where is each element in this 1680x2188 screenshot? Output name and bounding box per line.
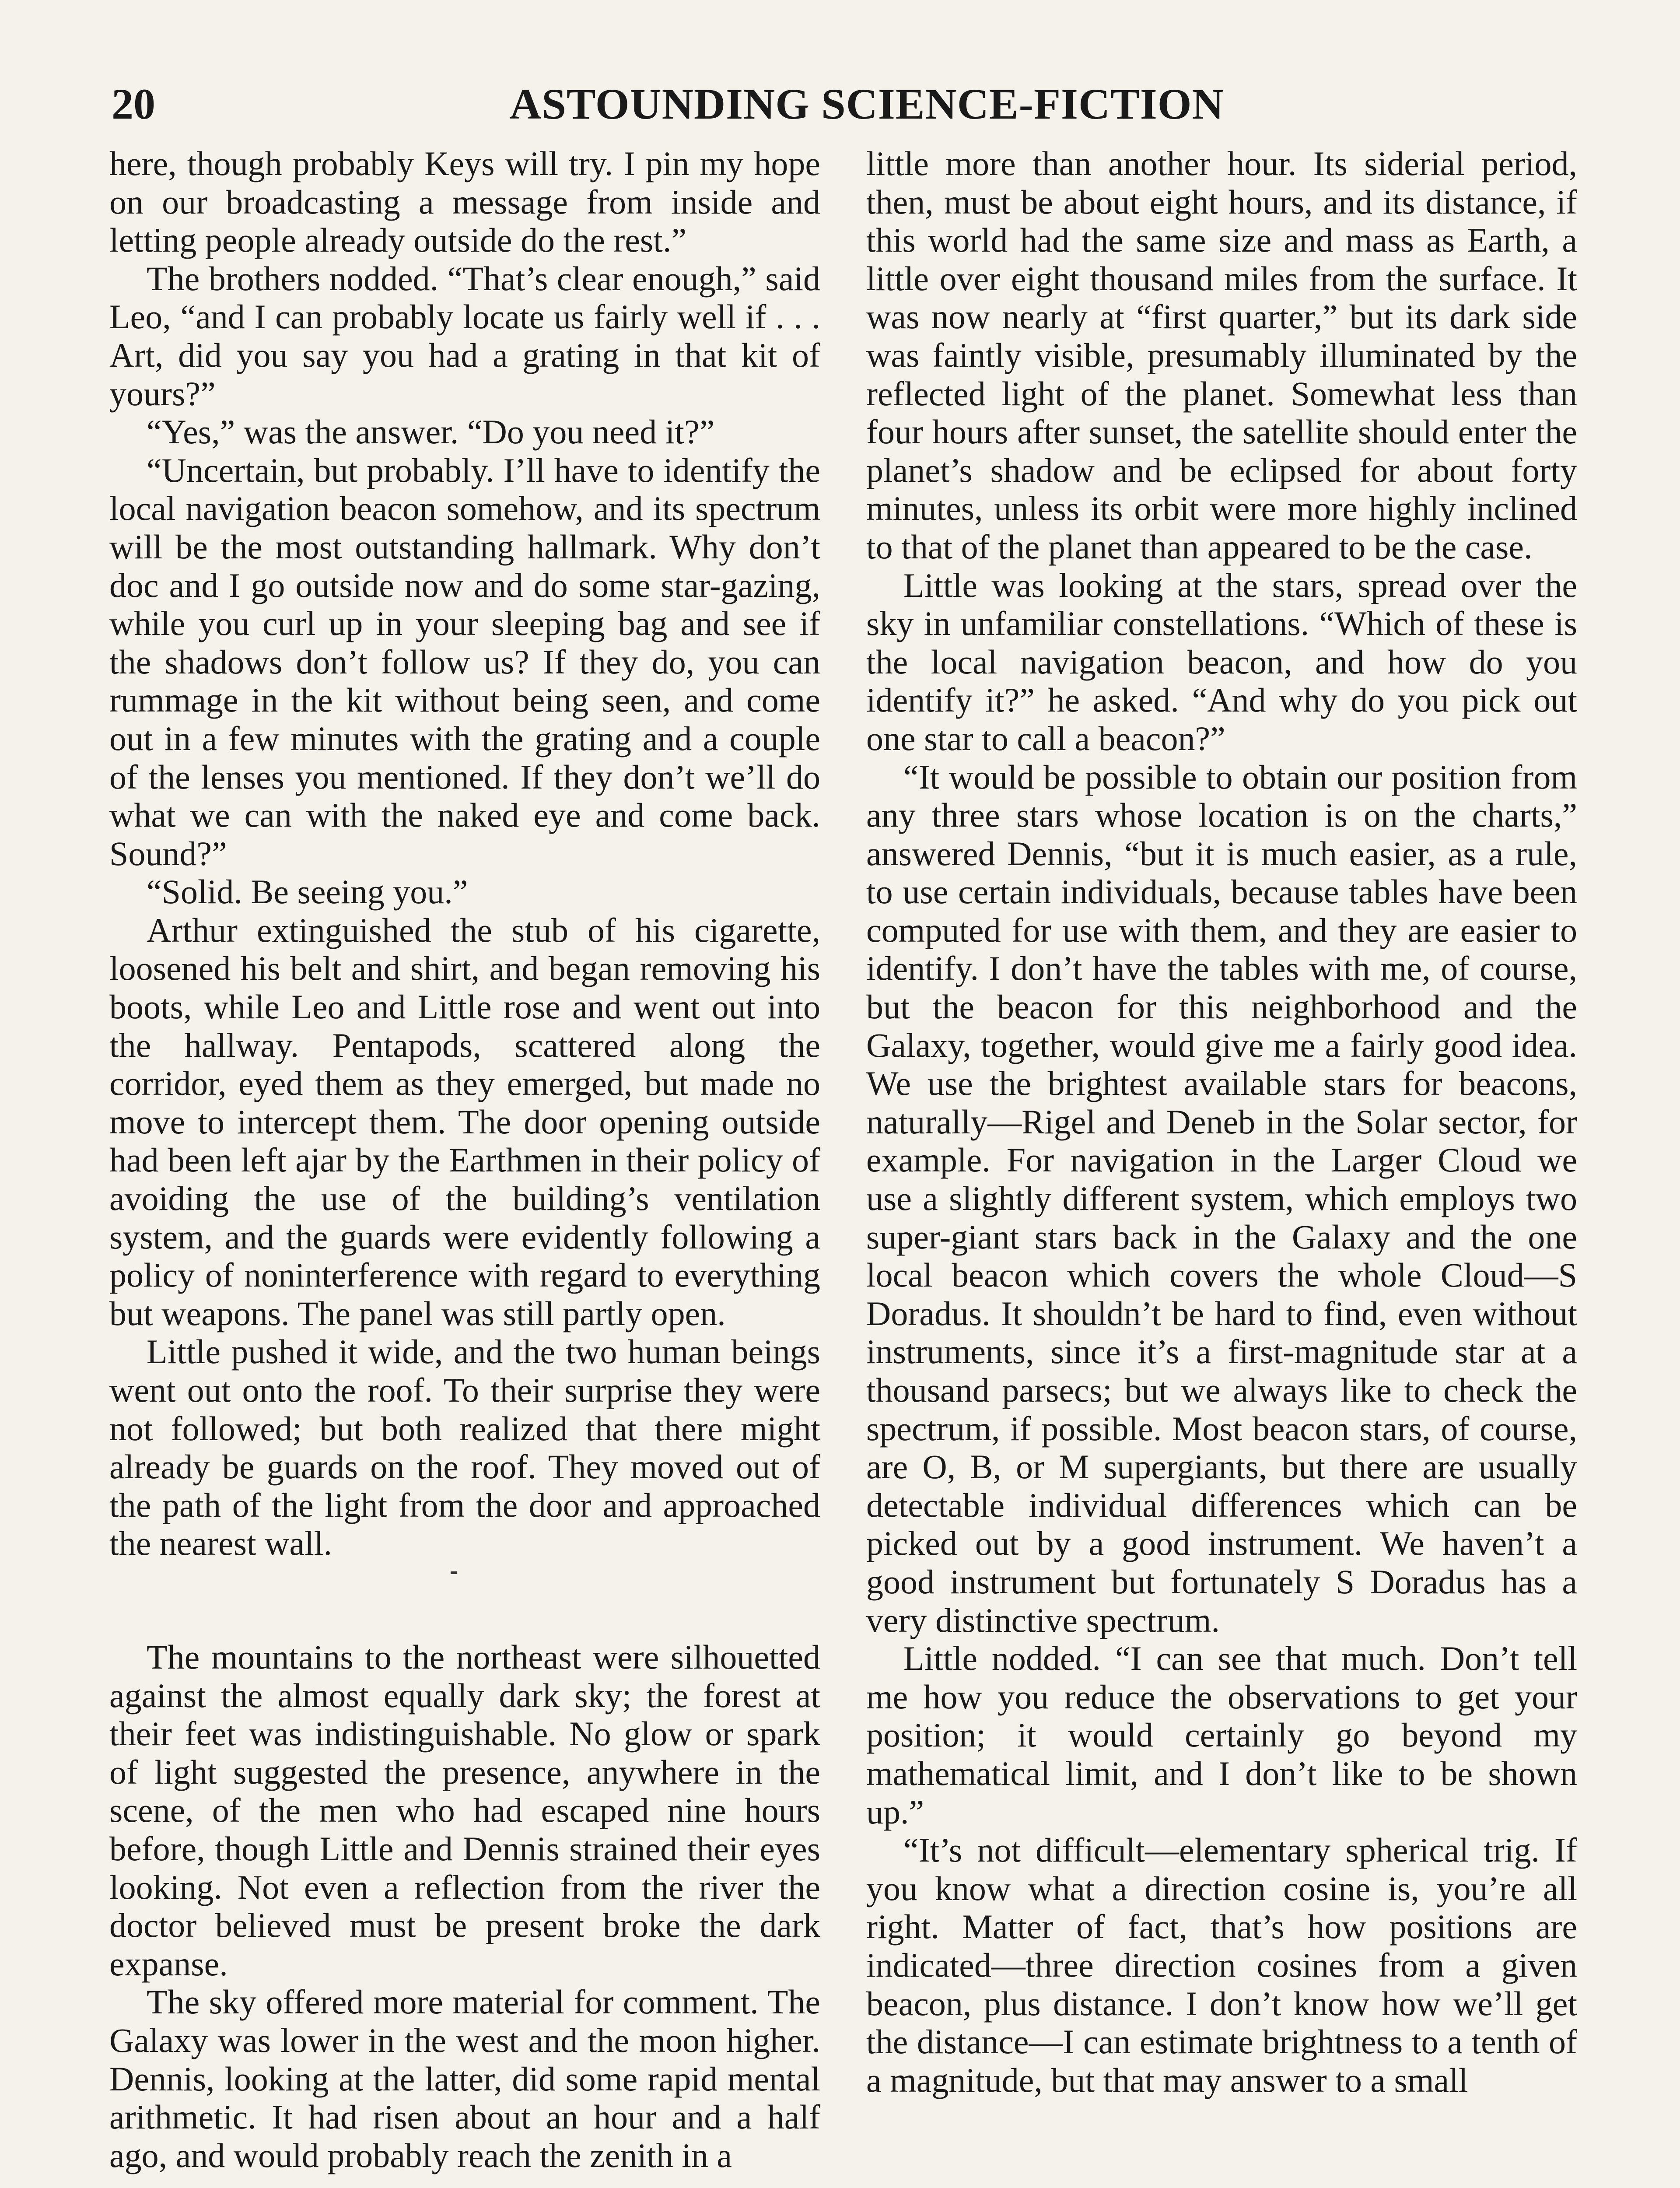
paragraph: Little nodded. “I can see that much. Don’t tell me how you reduce the observations to get your position; it would certainly go beyond my mathematical limit, and I don’t like to be shown up.”	[866, 1639, 1577, 1831]
paragraph: “Yes,” was the answer. “Do you need it?”	[147, 413, 715, 451]
paragraph: little more than another hour. Its siderial period, then, must be about eight hours, and its distance, if this world had the same size and mass as Earth, a little over eight thousand miles from the surface. It was now nearly at “first quarter,” but its dark side was faintly visible, presumably illuminated by the reflected light of the planet. Somewhat less than four hours after sunset, the satellite should enter the planet’s shadow and be eclipsed for about forty minutes, unless its orbit were more highly inclined to that of the planet than appeared to be the case.	[866, 144, 1577, 566]
paragraph: Little was looking at the stars, spread over the sky in unfamiliar constellations. “Which of these is the local navigation beacon, and how do you identify it?” he asked. “And why do you pick out one star to call a beacon?”	[866, 566, 1577, 757]
page-number: 20	[112, 80, 155, 128]
page-header	[112, 78, 1224, 139]
paragraph: “It’s not difficult—elementary spherical trig. If you know what a direction cosine is, you’re all right. Matter of fact, that’s how positions are indicated—three direction cosines from a given beacon, plus distance. I don’t know how we’ll get the distance—I can estimate brightness to a tenth of a magnitude, but that may answer to a small	[866, 1831, 1577, 2099]
paragraph: The brothers nodded. “That’s clear enough,” said Leo, “and I can probably locate us fairly well if . . . Art, did you say you had a grating in that kit of yours?”	[109, 259, 820, 413]
section-break-mark	[451, 1571, 457, 1574]
paragraph: “Uncertain, but probably. I’ll have to identify the local navigation beacon somehow, and its spectrum will be the most outstanding hallmark. Why don’t doc and I go outside now and do some star-gazing, while you curl up in your sleeping bag and see if the shadows don’t follow us? If they do, you can rummage in the kit without being seen, and come out in a few minutes with the grating and a couple of the lenses you mentioned. If they don’t we’ll do what we can with the naked eye and come back. Sound?”	[109, 451, 820, 873]
running-title: ASTOUNDING SCIENCE-FICTION	[510, 80, 1224, 128]
section-break	[109, 1563, 820, 1638]
paragraph: here, though probably Keys will try. I pin my hope on our broadcasting a message from inside and letting people already outside do the rest.”	[109, 144, 820, 259]
paragraph: The sky offered more material for comment. The Galaxy was lower in the west and the moon higher. Dennis, looking at the latter, did some rapid mental arithmetic. It had risen about an hour and a half ago, and would probably reach the zenith in a	[109, 1983, 820, 2174]
right-column	[866, 144, 1577, 2099]
left-column	[109, 144, 820, 2174]
paragraph: Little pushed it wide, and the two human beings went out onto the roof. To their surprise they were not followed; but both realized that there might already be guards on the roof. They moved out of the path of the light from the door and approached the nearest wall.	[109, 1332, 820, 1563]
paragraph: “It would be possible to obtain our position from any three stars whose location is on the charts,” answered Dennis, “but it is much easier, as a rule, to use certain individuals, because tables have been computed for use with them, and they are easier to identify. I don’t have the tables with me, of course, but the beacon for this neighborhood and the Galaxy, together, would give me a fairly good idea. We use the brightest available stars for beacons, naturally—Rigel and Deneb in the Solar sector, for example. For navigation in the Larger Cloud we use a slightly different system, which employs two super-giant stars back in the Galaxy and the one local beacon which covers the whole Cloud—S Doradus. It shouldn’t be hard to find, even without instruments, since it’s a first-magnitude star at a thousand parsecs; but we always like to check the spectrum, if possible. Most beacon stars, of course, are O, B, or M supergiants, but there are usually detectable individual differences which can be picked out by a good instrument. We haven’t a good instrument but fortunately S Doradus has a very distinctive spectrum.	[866, 757, 1577, 1639]
paragraph: “Solid. Be seeing you.”	[147, 873, 468, 911]
paragraph: The mountains to the northeast were silhouetted against the almost equally dark sky; the forest at their feet was indistinguishable. No glow or spark of light suggested the presence, anywhere in the scene, of the men who had escaped nine hours before, though Little and Dennis strained their eyes looking. Not even a reflection from the river the doctor believed must be present broke the dark expanse.	[109, 1637, 820, 1983]
paragraph: Arthur extinguished the stub of his cigarette, loosened his belt and shirt, and began removing his boots, while Leo and Little rose and went out into the hallway. Pentapods, scattered along the corridor, eyed them as they emerged, but made no move to intercept them. The door opening outside had been left ajar by the Earthmen in their policy of avoiding the use of the building’s ventilation system, and the guards were evidently following a policy of noninterference with regard to everything but weapons. The panel was still partly open.	[109, 911, 820, 1332]
